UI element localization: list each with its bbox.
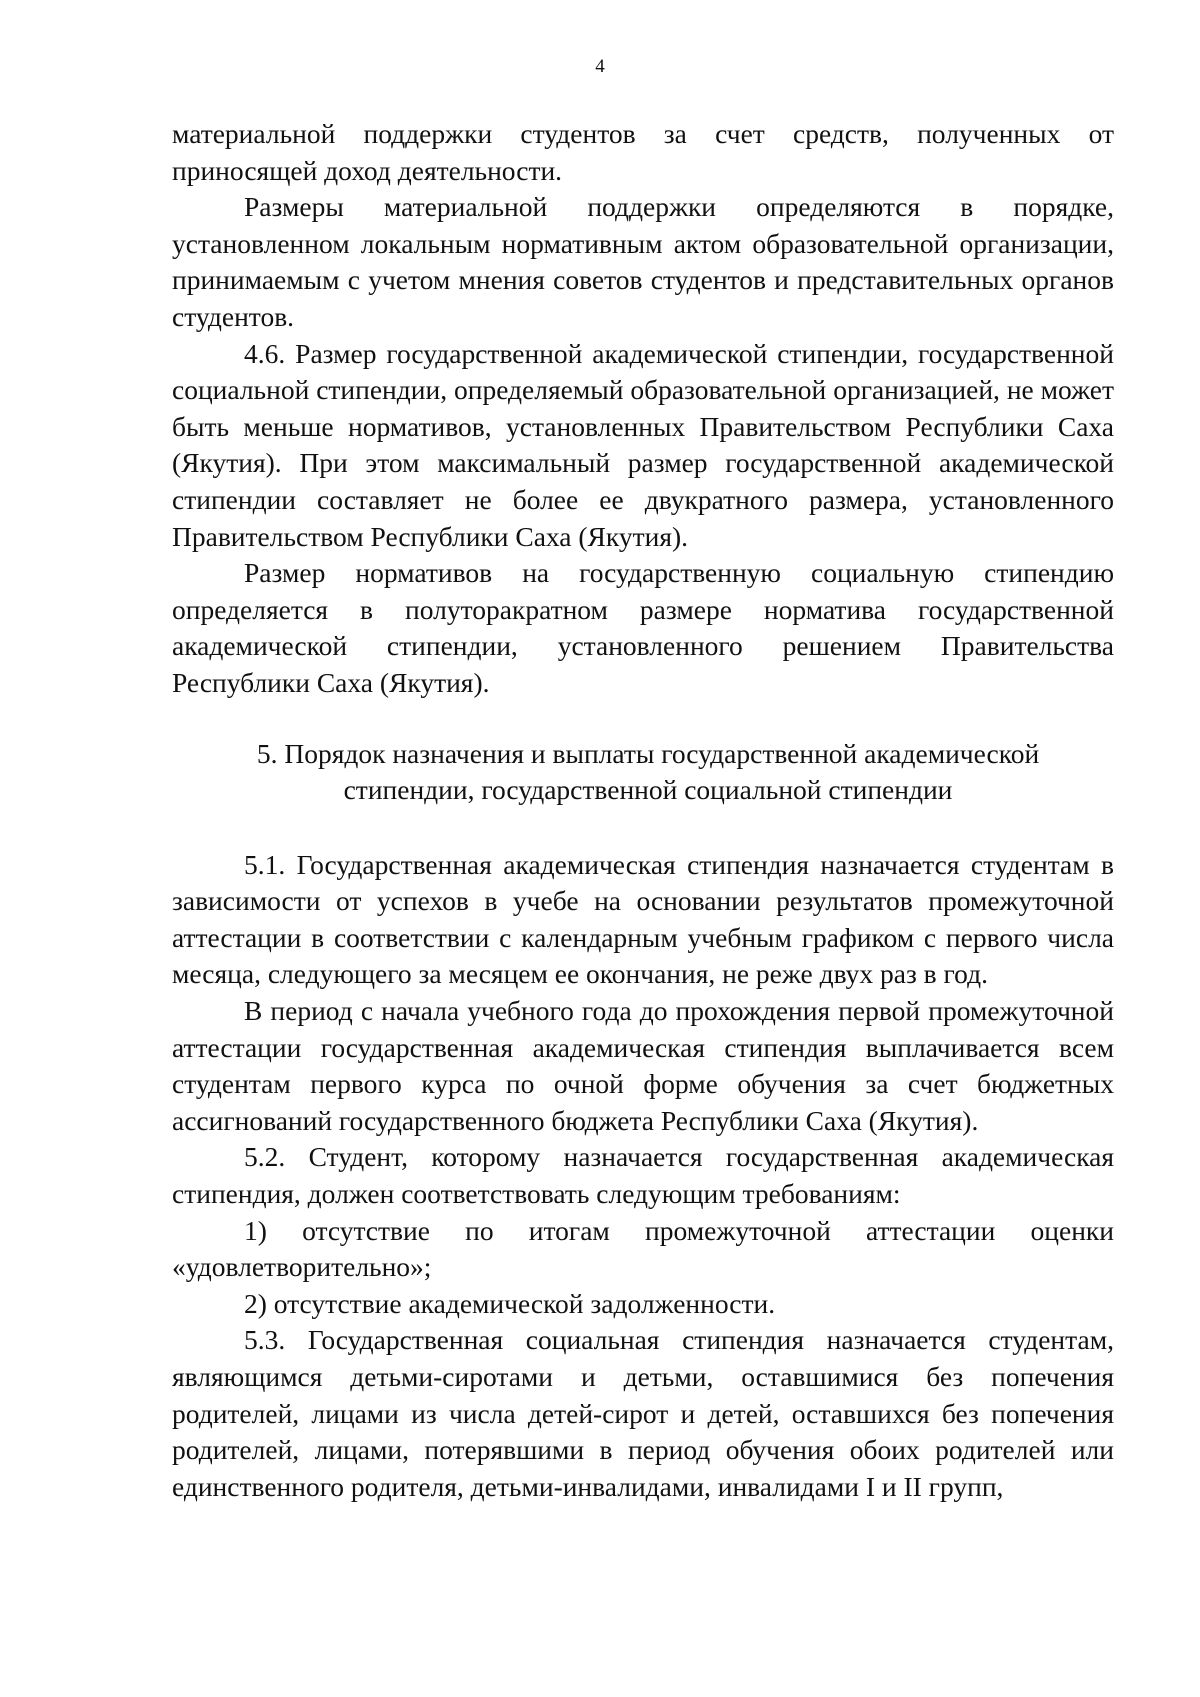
page-number: 4: [595, 56, 605, 77]
paragraph-social-norms: Размер нормативов на государственную социальную стипендию определяется в полуторакратном размере норматива государственной академической стипендии, установленного решением Правительства Республики Саха (Якутия).: [172, 557, 1114, 698]
paragraph-5-1: 5.1. Государственная академическая стипендия назначается студентам в зависимости от успехов в учебе на основании результатов промежуточной аттестации в соответствии с календарным учебным графиком с первого числа месяца, следующего за месяцем ее окончания, не реже двух раз в год.: [172, 848, 1114, 990]
paragraph-continuation: материальной поддержки студентов за счет средств, полученных от приносящей доход деятельности.: [172, 118, 1114, 186]
paragraph-4-6: 4.6. Размер государственной академической стипендии, государственной социальной стипендии, определяемый образовательной организацией, не может быть меньше нормативов, установленных Правительством Республики Саха (Якутия). При этом максимальный размер государственной академической стипендии составляет не более ее двукратного размера, установленного Правительством Республики Саха (Якутия).: [172, 337, 1114, 552]
section-5-heading: [172, 736, 1114, 809]
paragraph-first-course: В период с начала учебного года до прохождения первой промежуточной аттестации государственная академическая стипендия выплачивается всем студентам первого курса по очной форме обучения за счет бюджетных ассигнований государственного бюджета Республики Саха (Якутия).: [172, 995, 1114, 1136]
paragraph-5-2: 5.2. Студент, которому назначается государственная академическая стипендия, должен соответствовать следующим требованиям:: [172, 1141, 1114, 1210]
list-item-2: 2) отсутствие академической задолженности.: [244, 1287, 776, 1319]
list-item-1: 1) отсутствие по итогам промежуточной аттестации оценки «удовлетворительно»;: [172, 1214, 1114, 1283]
document-body: [172, 116, 1114, 1505]
section-heading-line-1: 5. Порядок назначения и выплаты государственной академической: [256, 737, 1040, 769]
paragraph-5-3: 5.3. Государственная социальная стипендия назначается студентам, являющимся детьми-сиротами и детьми, оставшимися без попечения родителей, лицами из числа детей-сирот и детей, оставшихся без попечения родителей, лицами, потерявшими в период обучения обоих родителей или единственного родителя, детьми-инвалидами, инвалидами I и II групп,: [172, 1324, 1114, 1502]
section-heading-line-2: стипендии, государственной социальной стипендии: [343, 774, 953, 806]
paragraph-support-amounts: Размеры материальной поддержки определяются в порядке, установленном локальным нормативным актом образовательной организации, принимаемым с учетом мнения советов студентов и представительных органов студентов.: [172, 191, 1114, 332]
